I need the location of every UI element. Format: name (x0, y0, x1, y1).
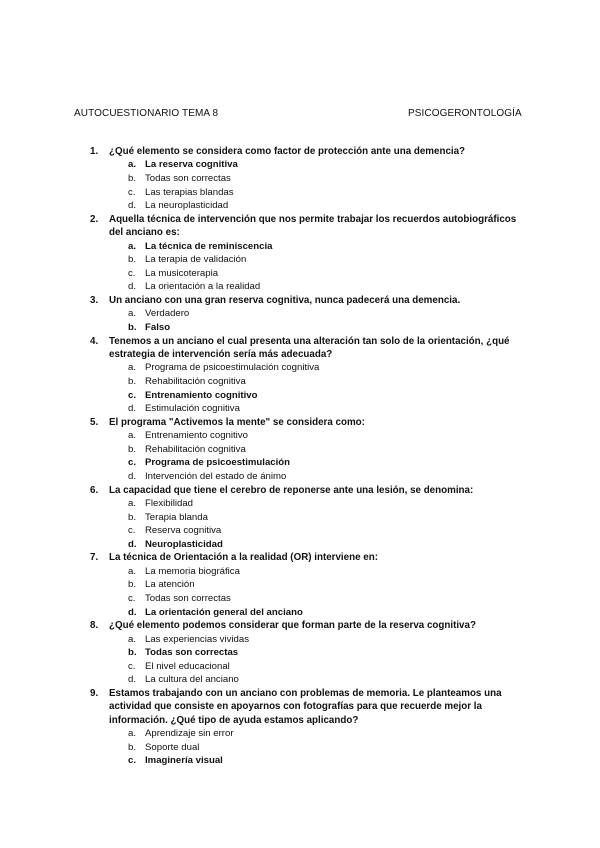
option-letter: a. (128, 728, 137, 740)
answer-option-correct (90, 158, 530, 172)
answer-option (90, 592, 530, 606)
question-number: 9. (90, 687, 99, 699)
question-number: 5. (90, 416, 99, 428)
option-text: La atención (145, 579, 195, 591)
option-letter: d. (128, 470, 137, 482)
header-title: AUTOCUESTIONARIO TEMA 8 (74, 108, 219, 119)
question-label: Estamos trabajando con un anciano con problemas de memoria. Le planteamos una actividad que consiste en apoyarnos con fotografías para que recuerde mejor la información. ¿Qué tipo de ayuda estamos aplicando? (109, 687, 502, 726)
option-letter: b. (128, 254, 137, 266)
question-text (90, 294, 530, 307)
question-item (90, 484, 530, 552)
question-label: Aquella técnica de intervención que nos permite trabajar los recuerdos autobiográficos del anciano es: (109, 213, 517, 239)
option-letter: a. (128, 565, 137, 577)
option-text: La orientación a la realidad (145, 281, 261, 293)
question-item (90, 687, 530, 768)
option-letter: c. (128, 457, 137, 469)
question-number: 2. (90, 213, 99, 225)
option-text: Programa de psicoestimulación cognitiva (145, 362, 320, 374)
question-number: 6. (90, 484, 99, 496)
answer-option (90, 361, 530, 375)
option-letter: b. (128, 647, 137, 659)
question-number: 8. (90, 620, 99, 632)
option-letter: a. (128, 633, 137, 645)
option-text: Las experiencias vividas (145, 633, 249, 645)
option-letter: d. (128, 200, 137, 212)
question-item (90, 294, 530, 335)
question-item (90, 416, 530, 484)
question-number: 1. (90, 146, 99, 157)
answer-option-correct (90, 646, 530, 660)
answer-option-correct (90, 321, 530, 335)
answer-option-correct (90, 240, 530, 254)
answer-option (90, 578, 530, 592)
option-text: Reserva cognitiva (145, 525, 222, 537)
option-text: Estimulación cognitiva (145, 403, 240, 415)
option-letter: b. (128, 741, 137, 753)
answer-option (90, 660, 530, 674)
option-text: Las terapias blandas (145, 186, 234, 198)
option-letter: a. (128, 240, 137, 252)
answer-option (90, 524, 530, 538)
option-text: El nivel educacional (145, 660, 230, 672)
answer-option (90, 470, 530, 484)
answer-option (90, 402, 530, 416)
option-text: La neuroplasticidad (145, 200, 229, 212)
option-letter: b. (128, 173, 137, 184)
answer-option-correct (90, 754, 530, 768)
option-text: Programa de psicoestimulación (145, 457, 291, 469)
question-text (90, 619, 530, 632)
option-text: La memoria biográfica (145, 565, 240, 577)
question-item (90, 145, 530, 213)
answer-option (90, 497, 530, 511)
answer-option (90, 429, 530, 443)
question-label: Un anciano con una gran reserva cognitiva, nunca padecerá una demencia. (109, 294, 461, 306)
answer-option-correct (90, 606, 530, 620)
question-item (90, 619, 530, 687)
option-letter: c. (128, 525, 136, 537)
option-text: Terapia blanda (145, 511, 208, 523)
option-letter: c. (128, 592, 136, 604)
question-label: El programa "Activemos la mente" se considera como: (109, 416, 365, 428)
option-text: Flexibilidad (145, 497, 193, 509)
option-letter: a. (128, 362, 137, 374)
answer-option (90, 741, 530, 755)
option-letter: d. (128, 281, 137, 293)
option-text: Intervención del estado de ánimo (145, 470, 287, 482)
option-text: La musicoterapia (145, 267, 219, 279)
option-text: Todas son correctas (145, 647, 239, 659)
answer-option (90, 253, 530, 267)
option-text: Todas son correctas (145, 592, 231, 604)
option-letter: a. (128, 308, 137, 320)
option-letter: a. (128, 159, 137, 171)
answer-option (90, 511, 530, 525)
answer-option (90, 186, 530, 200)
answer-option (90, 172, 530, 186)
answer-option (90, 673, 530, 687)
question-label: Tenemos a un anciano el cual presenta una alteración tan solo de la orientación, ¿qué estrategia de intervención sería más adecuada? (109, 335, 510, 360)
option-letter: b. (128, 579, 137, 591)
option-letter: c. (128, 186, 136, 198)
question-text (90, 687, 530, 727)
answer-option (90, 565, 530, 579)
option-text: Imaginería visual (145, 755, 223, 767)
option-text: Entrenamiento cognitivo (145, 430, 248, 442)
question-text (90, 335, 530, 362)
answer-option (90, 375, 530, 389)
option-letter: b. (128, 443, 137, 455)
option-letter: b. (128, 375, 137, 387)
question-label: ¿Qué elemento se considera como factor de protección ante una demencia? (109, 146, 466, 157)
option-text: Verdadero (145, 308, 190, 320)
question-text (90, 551, 530, 564)
option-text: Soporte dual (145, 741, 200, 753)
question-number: 7. (90, 552, 99, 564)
option-letter: d. (128, 538, 137, 550)
question-item (90, 551, 530, 619)
question-text (90, 484, 530, 497)
option-text: Neuroplasticidad (145, 538, 223, 550)
option-text: La técnica de reminiscencia (145, 240, 273, 252)
option-text: La terapia de validación (145, 254, 247, 266)
question-label: ¿Qué elemento podemos considerar que forman parte de la reserva cognitiva? (109, 620, 476, 632)
option-letter: c. (128, 755, 137, 767)
question-number: 3. (90, 294, 99, 306)
option-text: La reserva cognitiva (145, 159, 238, 171)
option-letter: b. (128, 511, 137, 523)
question-list (90, 145, 530, 768)
option-text: Rehabilitación cognitiva (145, 375, 246, 387)
answer-option-correct (90, 389, 530, 403)
option-text: La orientación general del anciano (145, 606, 303, 618)
option-text: Falso (145, 321, 171, 333)
question-text (90, 213, 530, 240)
option-letter: a. (128, 430, 137, 442)
option-text: La cultura del anciano (145, 674, 239, 686)
answer-option (90, 307, 530, 321)
header-subject: PSICOGERONTOLOGÍA (408, 108, 522, 119)
question-number: 4. (90, 335, 99, 347)
answer-option (90, 443, 530, 457)
question-text (90, 145, 530, 158)
answer-option-correct (90, 538, 530, 552)
answer-option (90, 199, 530, 213)
option-text: Entrenamiento cognitivo (145, 389, 258, 401)
answer-option (90, 280, 530, 294)
option-text: Rehabilitación cognitiva (145, 443, 246, 455)
option-letter: b. (128, 321, 137, 333)
question-label: La técnica de Orientación a la realidad (OR) interviene en: (109, 552, 378, 564)
option-letter: d. (128, 674, 137, 686)
answer-option (90, 633, 530, 647)
answer-option-correct (90, 456, 530, 470)
option-letter: a. (128, 497, 137, 509)
option-letter: c. (128, 660, 136, 672)
option-letter: c. (128, 267, 136, 279)
question-label: La capacidad que tiene el cerebro de reponerse ante una lesión, se denomina: (109, 484, 474, 496)
question-item (90, 335, 530, 416)
option-text: Aprendizaje sin error (145, 728, 234, 740)
option-letter: d. (128, 606, 137, 618)
question-item (90, 213, 530, 294)
answer-option (90, 267, 530, 281)
option-text: Todas son correctas (145, 173, 231, 184)
option-letter: d. (128, 403, 137, 415)
option-letter: c. (128, 389, 137, 401)
answer-option (90, 727, 530, 741)
question-text (90, 416, 530, 429)
